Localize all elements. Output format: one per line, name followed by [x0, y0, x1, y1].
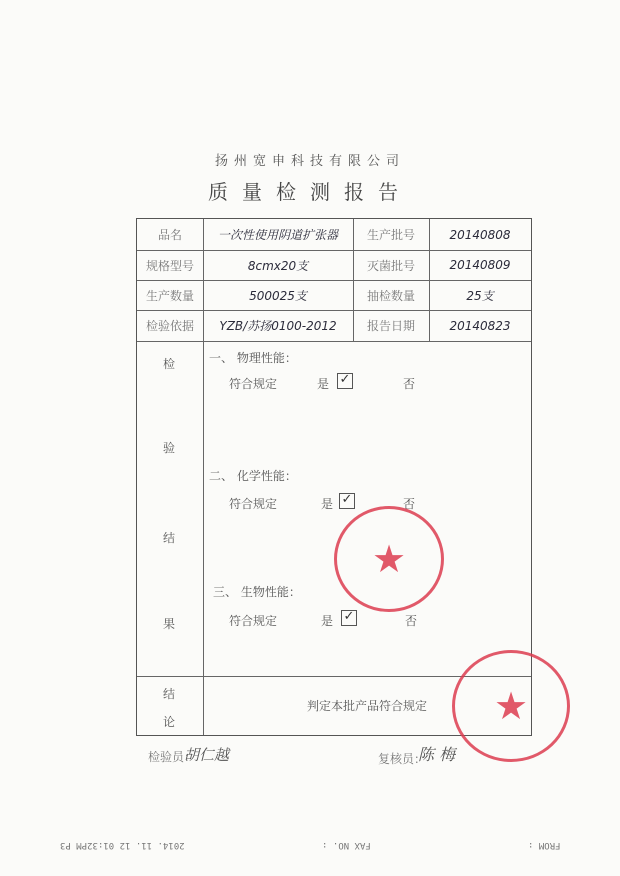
- report-date-value: 20140823: [449, 318, 511, 333]
- physical-no-label: 否: [403, 377, 416, 391]
- company-name: 扬州宽申科技有限公司: [214, 154, 405, 169]
- sterile-batch-label: 灭菌批号: [366, 258, 415, 273]
- conclusion-side-char: 论: [163, 715, 176, 729]
- biological-yes-label: 是: [321, 614, 334, 628]
- results-side-char: 果: [163, 617, 176, 631]
- results-side-char: 检: [163, 357, 176, 371]
- fax-date-footer: 2014. 11. 12 01:32PM P3: [60, 840, 185, 850]
- seal-star-icon: ★: [493, 684, 529, 728]
- report-title: 质量检测报告: [208, 180, 412, 204]
- biological-yes-checkbox[interactable]: ✓: [341, 610, 357, 626]
- chemical-yes-checkbox[interactable]: ✓: [339, 493, 355, 509]
- chemical-conform-label: 符合规定: [229, 497, 278, 511]
- physical-conform-label: 符合规定: [229, 377, 278, 391]
- report-date-label: 报告日期: [366, 319, 415, 333]
- inspector-signature: 胡仁越: [184, 746, 230, 764]
- physical-yes-checkbox[interactable]: ✓: [337, 373, 353, 389]
- fax-number-footer: FAX NO. :: [322, 840, 371, 850]
- results-side-char: 验: [163, 441, 176, 455]
- chemical-no-label: 否: [403, 497, 416, 511]
- spec-label: 规格型号: [145, 258, 194, 273]
- physical-yes-label: 是: [317, 377, 330, 391]
- biological-no-label: 否: [405, 614, 418, 628]
- biological-section-title: 三、 生物性能：: [213, 585, 301, 599]
- quantity-value: 500025支: [249, 288, 307, 303]
- batch-label: 生产批号: [366, 228, 415, 242]
- company-seal-stamp: [334, 506, 444, 612]
- reviewer-label: 复核员：: [378, 752, 427, 766]
- conclusion-side-char: 结: [163, 687, 176, 701]
- results-side-char: 结: [163, 531, 176, 545]
- fax-from-footer: FROM :: [528, 840, 561, 850]
- physical-section-title: 一、 物理性能：: [209, 351, 297, 365]
- basis-value: YZB/苏扬0100-2012: [219, 319, 337, 333]
- seal-star-icon: ★: [371, 537, 407, 581]
- chemical-yes-label: 是: [321, 497, 334, 511]
- spec-value: 8cmx20支: [247, 258, 309, 273]
- sterile-batch-value: 20140809: [449, 258, 511, 272]
- product-name-value: 一次性使用阴道扩张器: [217, 228, 338, 242]
- batch-value: 20140808: [449, 227, 511, 242]
- product-name-label: 品名: [157, 228, 182, 242]
- chemical-section-title: 二、 化学性能：: [209, 469, 297, 483]
- biological-conform-label: 符合规定: [229, 614, 278, 628]
- inspector-label: 检验员：: [148, 750, 197, 764]
- quality-seal-stamp: [452, 650, 570, 762]
- sample-label: 抽检数量: [366, 288, 415, 303]
- report-table: [136, 218, 532, 736]
- basis-label: 检验依据: [145, 319, 194, 333]
- reviewer-signature: 陈 梅: [418, 745, 456, 764]
- quantity-label: 生产数量: [145, 288, 194, 303]
- sample-value: 25支: [466, 288, 494, 303]
- conclusion-text: 判定本批产品符合规定: [307, 699, 428, 713]
